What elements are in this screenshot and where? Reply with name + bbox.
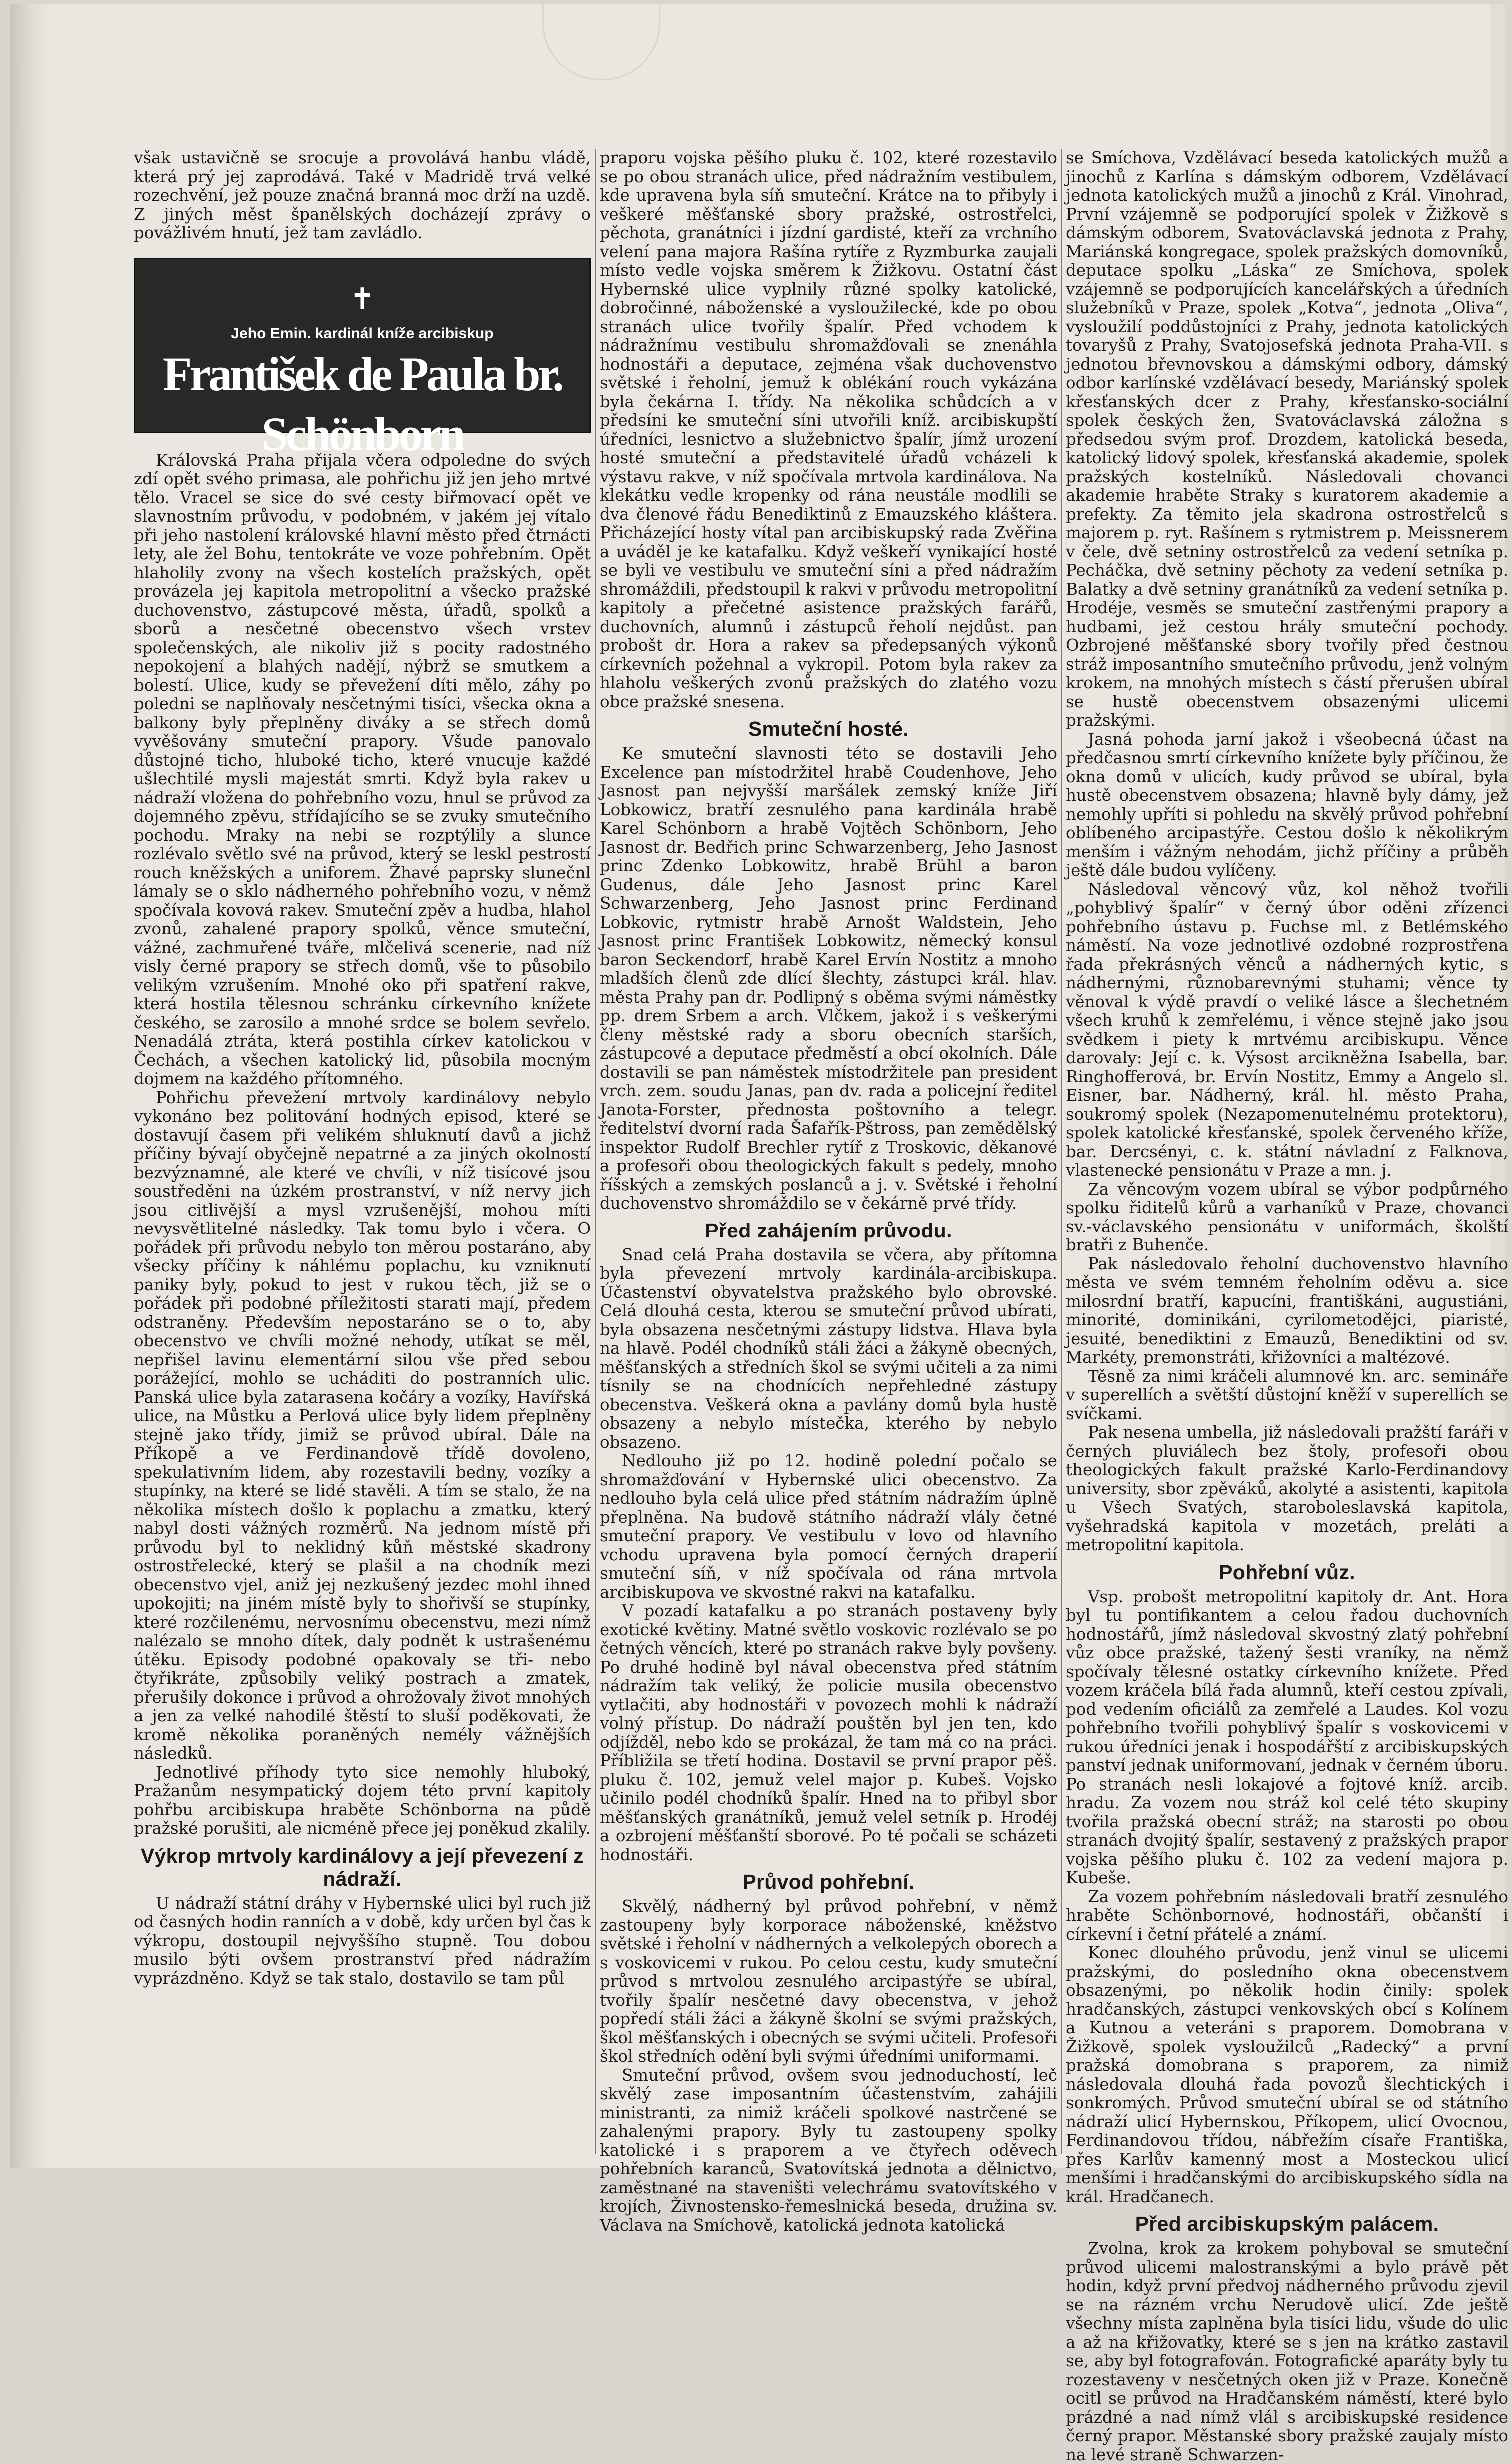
obituary-notice [134,258,591,461]
page-binding-shadow [10,4,52,2168]
column-1 [134,149,591,2154]
paragraph: praporu vojska pěšího pluku č. 102, které rozestavilo se po obou stranách ulice, před nádražním vestibulem, kde upravena byla síň smuteční. Krátce na to přibyly i veškeré měšťanské sbory pražské, ostrostřelci, pěchota, granátníci i jízdní gardisté, kteří za vrchního velení pana majora Rašína rytíře z Ryzmburka zaujali místo vedle vojska směrem k Žižkovu. Ostatní část Hybernské ulice vyplnily různé spolky katolické, dobročinné, náboženské a vysloužilecké, kde po obou stranách ulice tvořily špalír. Před vchodem k nádražnímu vestibulu shromažďovali se znenáhla hodnostáři a deputace, zejména však duchovenstvo světské i řeholní, jemuž k oblékání rouch vykázána byla čekárna I. třídy. Na několika schůdcích a v předsíni ke smuteční síni utvořili kníž. arcibiskupští úředníci, lesnictvo a služebnictvo špalír, jímž urození hosté smuteční a představitelé úřadů vcházeli k výstavu rakve, v níž spočívala mrtvola kardinálova. Na klekátku vedle kropenky od rána neustále modlili se dva členové řádu Benediktinů z Emauzského kláštera. Přicházející hosty vítal pan arcibiskupský rada Zvěřina a uváděl je ke katafalku. Když veškeří vynikající hosté se byli ve vestibulu ve smuteční síni a před nádražím shromáždili, předstoupil k rakvi v průvodu metropolitní kapitoly a přečetné asistence pražských farářů, duchovních, alumnů i zástupců řeholí nejdůst. pan probošt dr. Hora a rakev sa předepsaných výkonů církevních požehnal a vykropil. Potom byla rakev za hlaholu veškerých zvonů pražských do zlatého vozu obce pražské snesena. [600,148,1057,711]
paragraph: Pak nesena umbella, již následovali pražští faráři v černých pluviálech bez štoly, profesoři obou theologických fakult pražské Karlo-Ferdinandovy university, sbor zpěváků, akolyté a asistenti, kapitola u Všech Svatých, staroboleslavská kapitola, vyšehradská kapitola v mozetách, preláti a metropolitní kapitola. [1066,1423,1508,1554]
paragraph: Za vozem pohřebním následovali bratří zesnulého hraběte Schönbornové, hodnostáři, občanští i církevní i četní přátelé a známí. [1066,1887,1508,1944]
column-rule [1061,149,1062,2154]
library-stamp [542,4,660,80]
paragraph: Následoval věncový vůz, kol něhož tvořili „pohyblivý špalír“ v černý úbor oděni zřízenci pohřebního ústavu p. Fuchse ml. z Betlémského náměstí. Na voze jednotlivé ozdobné rozprostřena řada překrásných věnců a nádherných kytic, s nádhernými, různobarevnými stuhami; věnce ty věnoval k výdě pravdí o veliké lásce a šlechetném všech kruhů k zemřelému, i věnce stejně jako jsou svědkem i piety k mrtvému arcibiskupu. Věnce darovaly: Její c. k. Výsost arcikněžna Isabella, bar. Ringhofferová, br. Ervín Nostitz, Emmy a Angelo sl. Eisner, bar. Nádherný, král. hl. město Praha, soukromý spolek (Nezapomenutelnému protektoru), spolek katolické křesťanské, spolek červeného kříže, bar. Dercsényi, c. k. státní návladní z Falknova, vlastenecké pensionátu v Praze a mn. j. [1066,879,1508,1180]
paragraph: V pozadí katafalku a po stranách postaveny byly exotické květiny. Matné světlo voskovic rozlévalo se po četných věncích, které po stranách rakve byly povšeny. Po druhé hodině byl nával obecenstva před státním nádražím tak veliký, že policie musila obecenstvo vytlačiti, aby hodnostáři v povozech mohli k nádraží volný přístup. Do nádraží pouštěn byl jen ten, kdo odjížděl, nebo kdo se prokázal, že tam má co na práci. Příbližila se třetí hodina. Dostavil se první prapor pěš. pluku č. 102, jemuž velel major p. Kubeš. Vojsko učinilo podél chodníků špalír. Hned na to přibyl sbor měšťanských granátníků, jemuž velel setník p. Hrodéj a ozbrojení měšťanští sborové. Po té počali se scházeti hodnostáři. [600,1601,1057,1864]
paragraph: Vsp. probošt metropolitní kapitoly dr. Ant. Hora byl tu pontifikantem a celou řadou duchovních hodnostářů, jímž následoval skvostný zlatý pohřební vůz obce pražské, tažený šesti vraníky, na němž spočívaly tělesné ostatky církevního knížete. Před vozem kráčela bílá řada alumnů, kteří cestou zpívali, pod vedením oficiálů za zemřelé a Laudes. Kol vozu pohřebního tvořili pohyblivý špalír s voskovicemi v rukou úředníci jenak i hospodářští z arcibiskupských panství jednak uniformovaní, jednak v černém úboru. Po stranách nesli lokajové a fojtové kníž. arcib. hradu. Za vozem nou stráž kol celé této skupiny tvořila pražská obecní stráž; na starosti po obou stranách dvojitý špalír, sestavený z pražských prapor vojska pěšího pluku č. 102 za vedení majora p. Kubeše. [1066,1587,1508,1887]
paragraph: Za věncovým vozem ubíral se výbor podpůrného spolku řiditelů kůrů a varhaníků v Praze, chovanci sv.-václavského pensionátu v uniformách, školští bratři z Buhenče. [1066,1179,1508,1254]
section-heading: Před zahájením průvodu. [705,1219,952,1242]
obituary-title: Jeho Emin. kardinál kníže arcibiskup [231,325,494,342]
section-heading: Před arcibiskupským palácem. [1135,2212,1439,2235]
section-heading: Pohřební vůz. [1219,1560,1355,1584]
section-heading: Smuteční hosté. [748,717,909,740]
paragraph: Snad celá Praha dostavila se včera, aby přítomna byla převezení mrtvoly kardinála-arcibiskupa. Účastenství obyvatelstva pražského bylo obrovské. Celá dlouhá cesta, kterou se smuteční průvod ubírati, byla obsazena nesčetnými zástupy lidstva. Hlava byla na hlavě. Podél chodníků stáli žáci a žákyně obecných, měšťanských a středních škol se svými učiteli a za nimi tísnily se na chodnících nepřehledné zástupy obecenstva. Veškerá okna a pavlány domů byla hustě obsazeny a nebylo místečka, kterého by nebylo obsazeno. [600,1245,1057,1452]
paragraph: Pohřichu převežení mrtvoly kardinálovy nebylo vykonáno bez politování hodných episod, které se dostavují časem při velikém shluknutí davů a jichž příčiny bývají obyčejně nepatrné a za jiných okolností bezvýznamné, ale které ve chvíli, v níž tisícové jsou soustředěni na úzkém prostranství, v níž nervy jich jsou citlivější a mysl vzrušenější, mohou míti nevysvětlitelné následky. Tak tomu bylo i včera. O pořádek při průvodu nebylo ton měrou postaráno, aby všecky příčiny k náhlému poplachu, ku vzniknutí paniky byly, pokud to jest v rukou těch, již se o pořádek při podobné příležitosti starati mají, předem odstraněny. Především nepostaráno se o to, aby obecenstvo ve chvíli možné nehody, utíkat se měl, nepřišel lavinu elementární silou vše před sebou porážející, mohlo se ucháditi do postranních ulic. Panská ulice byla zatarasena kočáry a vozíky, Havířská ulice, na Můstku a Perlová ulice byly lidem přeplněny stejně jako třídy, jimiž se průvod ubíral. Dále na Příkopě a ve Ferdinandově třídě dovoleno, spekulativním lidem, aby rozestavili bedny, vozíky a stupínky, na které se lidé stavěli. A tím se stalo, že na několika místech došlo k poplachu a zmatku, který nabyl dosti vážných rozměrů. Na jednom místě při průvodu byl to neklidný kůň městské skadrony ostrostřelecké, který se plašil a na chodník mezi obecenstvo vjel, aniž jej nezkušený jezdec mohl ihned upokojiti; na jiném místě byly to shořivší se stupínky, které rozčilenému, nervosnímu obecenstvu, mezi nímž nalézalo se mnoho dítek, daly podnět k ustrašenému útěku. Episody podobné opakovaly se tři- nebo čtyřikráte, způsobily veliký postrach a zmatek, přerušily dokonce i průvod a ohrožovaly život mnohých a jen za velké nahodilé štěstí to sluší poděkovati, že kromě několika poraněných nemély vážnějších následků. [134,1088,591,1763]
column-3 [1066,148,1508,2464]
column-rule [595,149,596,2154]
newspaper-page [10,4,1508,2464]
paragraph: Nedlouho již po 12. hodině polední počalo se shromažďování v Hybernské ulici obecenstvo. Za nedlouho byla celá ulice před státním nádražím úplně přeplněna. Na budově státního nádraží vlály četné smuteční prapory. Ve vestibulu v lovo od hlavního vchodu upravena byla pomocí černých draperií smuteční síň, v níž spočívala od rána mrtvola arcibiskupova ve skvostné rakvi na katafalku. [600,1451,1057,1602]
section-heading: Výkrop mrtvoly kardinálovy a její převezení z nádraží. [140,1844,584,1890]
paragraph: Pak následovalo řeholní duchovenstvo hlavního města ve svém temném řeholním oděvu a. sice milosrdní bratří, kapucíni, františkáni, augustiáni, minorité, dominikáni, cyrilometodějci, piaristé, jesuité, benediktini z Emauzů, Benediktini od sv. Markéty, premonstráti, křižovníci a maltézové. [1066,1254,1508,1367]
paragraph: Konec dlouhého průvodu, jenž vinul se ulicemi pražskými, do posledního okna obecenstvem obsazenými, po několik hodin činily: spolek hradčanských, zástupci venkovských obcí s Kolínem a Kutnou a veteráni s praporem. Domobrana v Žižkově, spolek vysloužilců „Radecký“ a první pražská domobrana s praporem, za nimiž následovala dlouhá řada povozů šlechtických i sonkromých. Průvod smuteční ubíral se od státního nádraží ulicí Hybernskou, Příkopem, ulicí Ovocnou, Ferdinandovou třídou, nábřežím císaře Františka, přes Karlův kamenný most a Mosteckou ulicí menšími i hradčanskými do arcibiskupského sídla na král. Hradčanech. [1066,1943,1508,2206]
paragraph: Jasná pohoda jarní jakož i všeobecná účast na předčasnou smrtí církevního knížete byly příčinou, že okna domů v ulicích, kudy průvod se ubíral, byla hustě obecenstvem obsazena; hlavně byly dámy, jež nemohly upříti si pohledu na skvělý průvod pohřební oblíbeného arcipastýře. Cestou došlo k několikrým menším i vážným nehodám, jichž příčiny a průběh ještě dále budou vylíčeny. [1066,729,1508,880]
cross-icon: ✝ [349,281,375,317]
paragraph: U nádraží státní dráhy v Hybernské ulici byl ruch již od časných hodin ranních a v době, kdy určen byl čas k výkropu, dostoupil nejvyššího stupně. Tou dobou musilo býti ovšem prostranství před nádražím vyprázdněno. Když se tak stalo, dostavilo se tam půl [134,1893,591,1988]
column-2 [600,148,1057,2235]
obituary-name: František de Paula br. Schönborn [162,347,562,461]
paragraph: Skvělý, nádherný byl průvod pohřební, v němž zastoupeny byly korporace náboženské, kněžstvo světské i řeholní v nádherných a velkolepých oborech a s voskovicemi v rukou. Po celou cestu, kudy smuteční průvod s mrtvolou zesnulého arcipastýře se ubíral, tvořily špalír nesčetné davy obecenstva, v jehož popředí stáli žáci a žákyně školní se svými pražských, škol měšťanských i obecných se svými učiteli. Profesoři škol středních odění byli svými úředními uniformami. [600,1897,1057,2066]
paragraph: se Smíchova, Vzdělávací beseda katolických mužů a jinochů z Karlína s dámským odborem, Vzdělávací jednota katolických mužů a jinochů z Král. Vinohrad, První vzájemně se podporující spolek v Žižkově s dámským odborem, Svatováclavská jednota z Prahy, Mariánská kongregace, spolek pražských domovníků, deputace spolku „Láska“ ze Smíchova, spolek vzájemně se podporujících kancelářských a úředních služebníků v Praze, spolek „Kotva“, jednota „Oliva“, vysloužilí poddůstojníci z Prahy, jednota katolických tovaryšů z Prahy, Svatojosefská jednota Praha-VII. s jednotou břevnovskou a dámskými odbory, dámský odbor karlínské vzdělávací besedy, Mariánský spolek křesťanských dcer z Prahy, křesťansko-sociální spolek českých žen, Svatováclavská záložna s předsedou svým prof. Drozdem, katolická beseda, katolický lidový spolek, křesťanská akademie, spolek pražských kostelníků. Následovali chovanci akademie hraběte Straky s kuratorem akademie a prefekty. Za těmito jela skadrona ostrostřelců s majorem p. ryt. Rašínem s rytmistrem p. Meissnerem v čele, dvě setniny ostrostřelců za vedení setníka p. Pecháčka, dvě setniny pěchoty za vedení setníka p. Balatky a dvě setniny granátníků za vedení setníka p. Hrodéje, vesměs se smuteční zastřenými prapory a hudbami, jež cestou hrály smuteční pochody. Ozbrojené měšťanské sbory tvořily před čestnou stráž imposantního smutečního průvodu, jenž volným krokem, na mnohých místech s částí přerušen ubíral se hustě obecenstvem obsazenými ulicemi pražskými. [1066,148,1508,730]
paragraph: Ke smuteční slavnosti této se dostavili Jeho Excelence pan místodržitel hrabě Coudenhove, Jeho Jasnost pan nejvyšší maršálek zemský kníže Jiří Lobkowicz, bratří zesnulého pana kardinála hrabě Karel Schönborn a hrabě Vojtěch Schönborn, Jeho Jasnost dr. Bedřich princ Schwarzenberg, Jeho Jasnost princ Zdenko Lobkowitz, hrabě Brühl a baron Gudenus, dále Jeho Jasnost princ Karel Schwarzenberg, Jeho Jasnost princ Ferdinand Lobkovic, rytmistr hrabě Arnošt Waldstein, Jeho Jasnost princ František Lobkowitz, německý konsul baron Seckendorf, hrabě Karel Ervín Nostitz a mnoho mladších členů zde dlící šlechty, zástupci král. hlav. města Prahy pan dr. Podlipný s oběma svými náměstky pp. drem Srbem a arch. Vlčkem, jakož i s veškerými členy městské rady a sboru obecních starších, zástupcové a deputace předměstí a obcí okolních. Dále dostavili se pan náměstek místodržitele pan president vrch. zem. soudu Janas, pan dv. rada a policejní ředitel Janota-Forster, přednosta poštovního a telegr. ředitelství dvorní rada Šafařík-Pštross, pan zemědělský inspektor Rudolf Brechler rytíř z Troskovic, děkanové a profesoři obou theologických fakult s pedely, mnoho říšských a zemských poslanců a j. v. Světské i řeholní duchovenstvo shromáždilo se v čekárně prvé třídy. [600,744,1057,1213]
paragraph: Smuteční průvod, ovšem svou jednoduchostí, leč skvělý zase imposantním účastenstvím, zahájili ministranti, za nimiž kráčeli spolkové nastrčené se zahalenými prapory. Byly tu zastoupeny spolky katolické i s praporem a ve čtyřech oděvech pohřebních karanců, Svatovítská jednota a dělnictvo, zaměstnané na staveništi velechrámu svatovítského v krojích, Živnostensko-řemeslnická beseda, družina sv. Václava na Smíchově, katolická jednota katolická [600,2065,1057,2235]
paragraph: Královská Praha přijala včera odpoledne do svých zdí opět svého primasa, ale pohřichu již jen jeho mrtvé tělo. Vracel se sice do své cesty biřmovací opět ve slavnostním průvodu, v podobném, v jakém jej vítalo při jeho nastolení královské hlavní město před čtrnácti lety, ale žel Bohu, tentokráte ve voze pohřebním. Opět hlaholily zvony na všech kostelích pražských, opět provázela jej kapitola metropolitní a všecko pražské duchovenstvo, zástupcové města, úřadů, spolků a sborů a nesčetné obecenstvo všech vrstev společenských, ale nikoliv již s pocity radostného nepokojení a blahých nadějí, nýbrž se smutkem a bolestí. Ulice, kudy se převežení díti mělo, záhy po poledni se naplňovaly nesčetnými tisíci, všecka okna a balkony byly přeplněny diváky a se střech domů vyvěšovány smuteční prapory. Všude panovalo důstojné ticho, hluboké ticho, které vnucuje každé ušlechtilé mysli majestát smrti. Když byla rakev u nádraží vložena do pohřebního vozu, hnul se průvod za dojemného zpěvu, střídajícího se se zvuky smutečního pochodu. Mraky na nebi se rozptýlily a slunce rozlévalo světlo své na průvod, který se leskl pestrostí rouch kněžských a uniforem. Žhavé paprsky slunečnl lámaly se o sklo nádherného pohřebního vozu, v němž spočívala kovová rakev. Smuteční zpěv a hudba, hlahol zvonů, zahalené prapory spolků, věnce smuteční, vážné, zachmuřené tváře, mlčelivá scenerie, nad níž visly černé prapory se střech domů, vše to působilo velikým vzrušením. Mnohé oko při spatření rakve, která hostila tělesnou schránku církevního knížete českého, se zarosilo a mnohé srdce se bolem sevřelo. Nenadálá ztráta, která postihla církev katolickou v Čechách, a všechen katolický lid, působila mocným dojmem na každého přítomného. [134,450,591,1088]
paragraph: Jednotlivé příhody tyto sice nemohly hluboký, Pražanům nesympatický dojem této první kapitoly pohřbu arcibiskupa hraběte Schönborna na půdě pražské porušiti, ale nicméně přece jej poněkud zkalily. [134,1762,591,1838]
paragraph: Těsně za nimi kráčeli alumnové kn. arc. semináře v superellích a světští důstojní kněží v superellích se svíčkami. [1066,1366,1508,1423]
section-heading: Průvod pohřební. [742,1870,915,1893]
paragraph: Zvolna, krok za krokem pohyboval se smuteční průvod ulicemi malostranskými a bylo právě pět hodin, když první předvoj nádherného průvodu zjevil se na rázném vrchu Nerudově ulicí. Zde ještě všechny místa zaplněna byla tisíci lidu, všude do ulic a až na křižovatky, které se s jen na krátko zastavil se, aby byl fotografován. Fotografické aparáty byly tu rozestaveny v nesčetných oken již v Praze. Konečně ocitl se průvod na Hradčanském náměstí, které bylo prázdné a nad nímž vlál s arcibiskupské residence černý prapor. Městanské sbory pražské zaujaly místo na levé straně Schwarzen- [1066,2239,1508,2464]
article-continuation: však ustavičně se srocuje a provolává hanbu vládě, která prý jej zaprodává. Také v Madridě trvá velké rozechvění, jež pouze značná branná moc drží na uzdě. Z jiných měst španělských docházejí zprávy o povážlivém hnutí, jež tam zavládlo. [134,148,591,242]
